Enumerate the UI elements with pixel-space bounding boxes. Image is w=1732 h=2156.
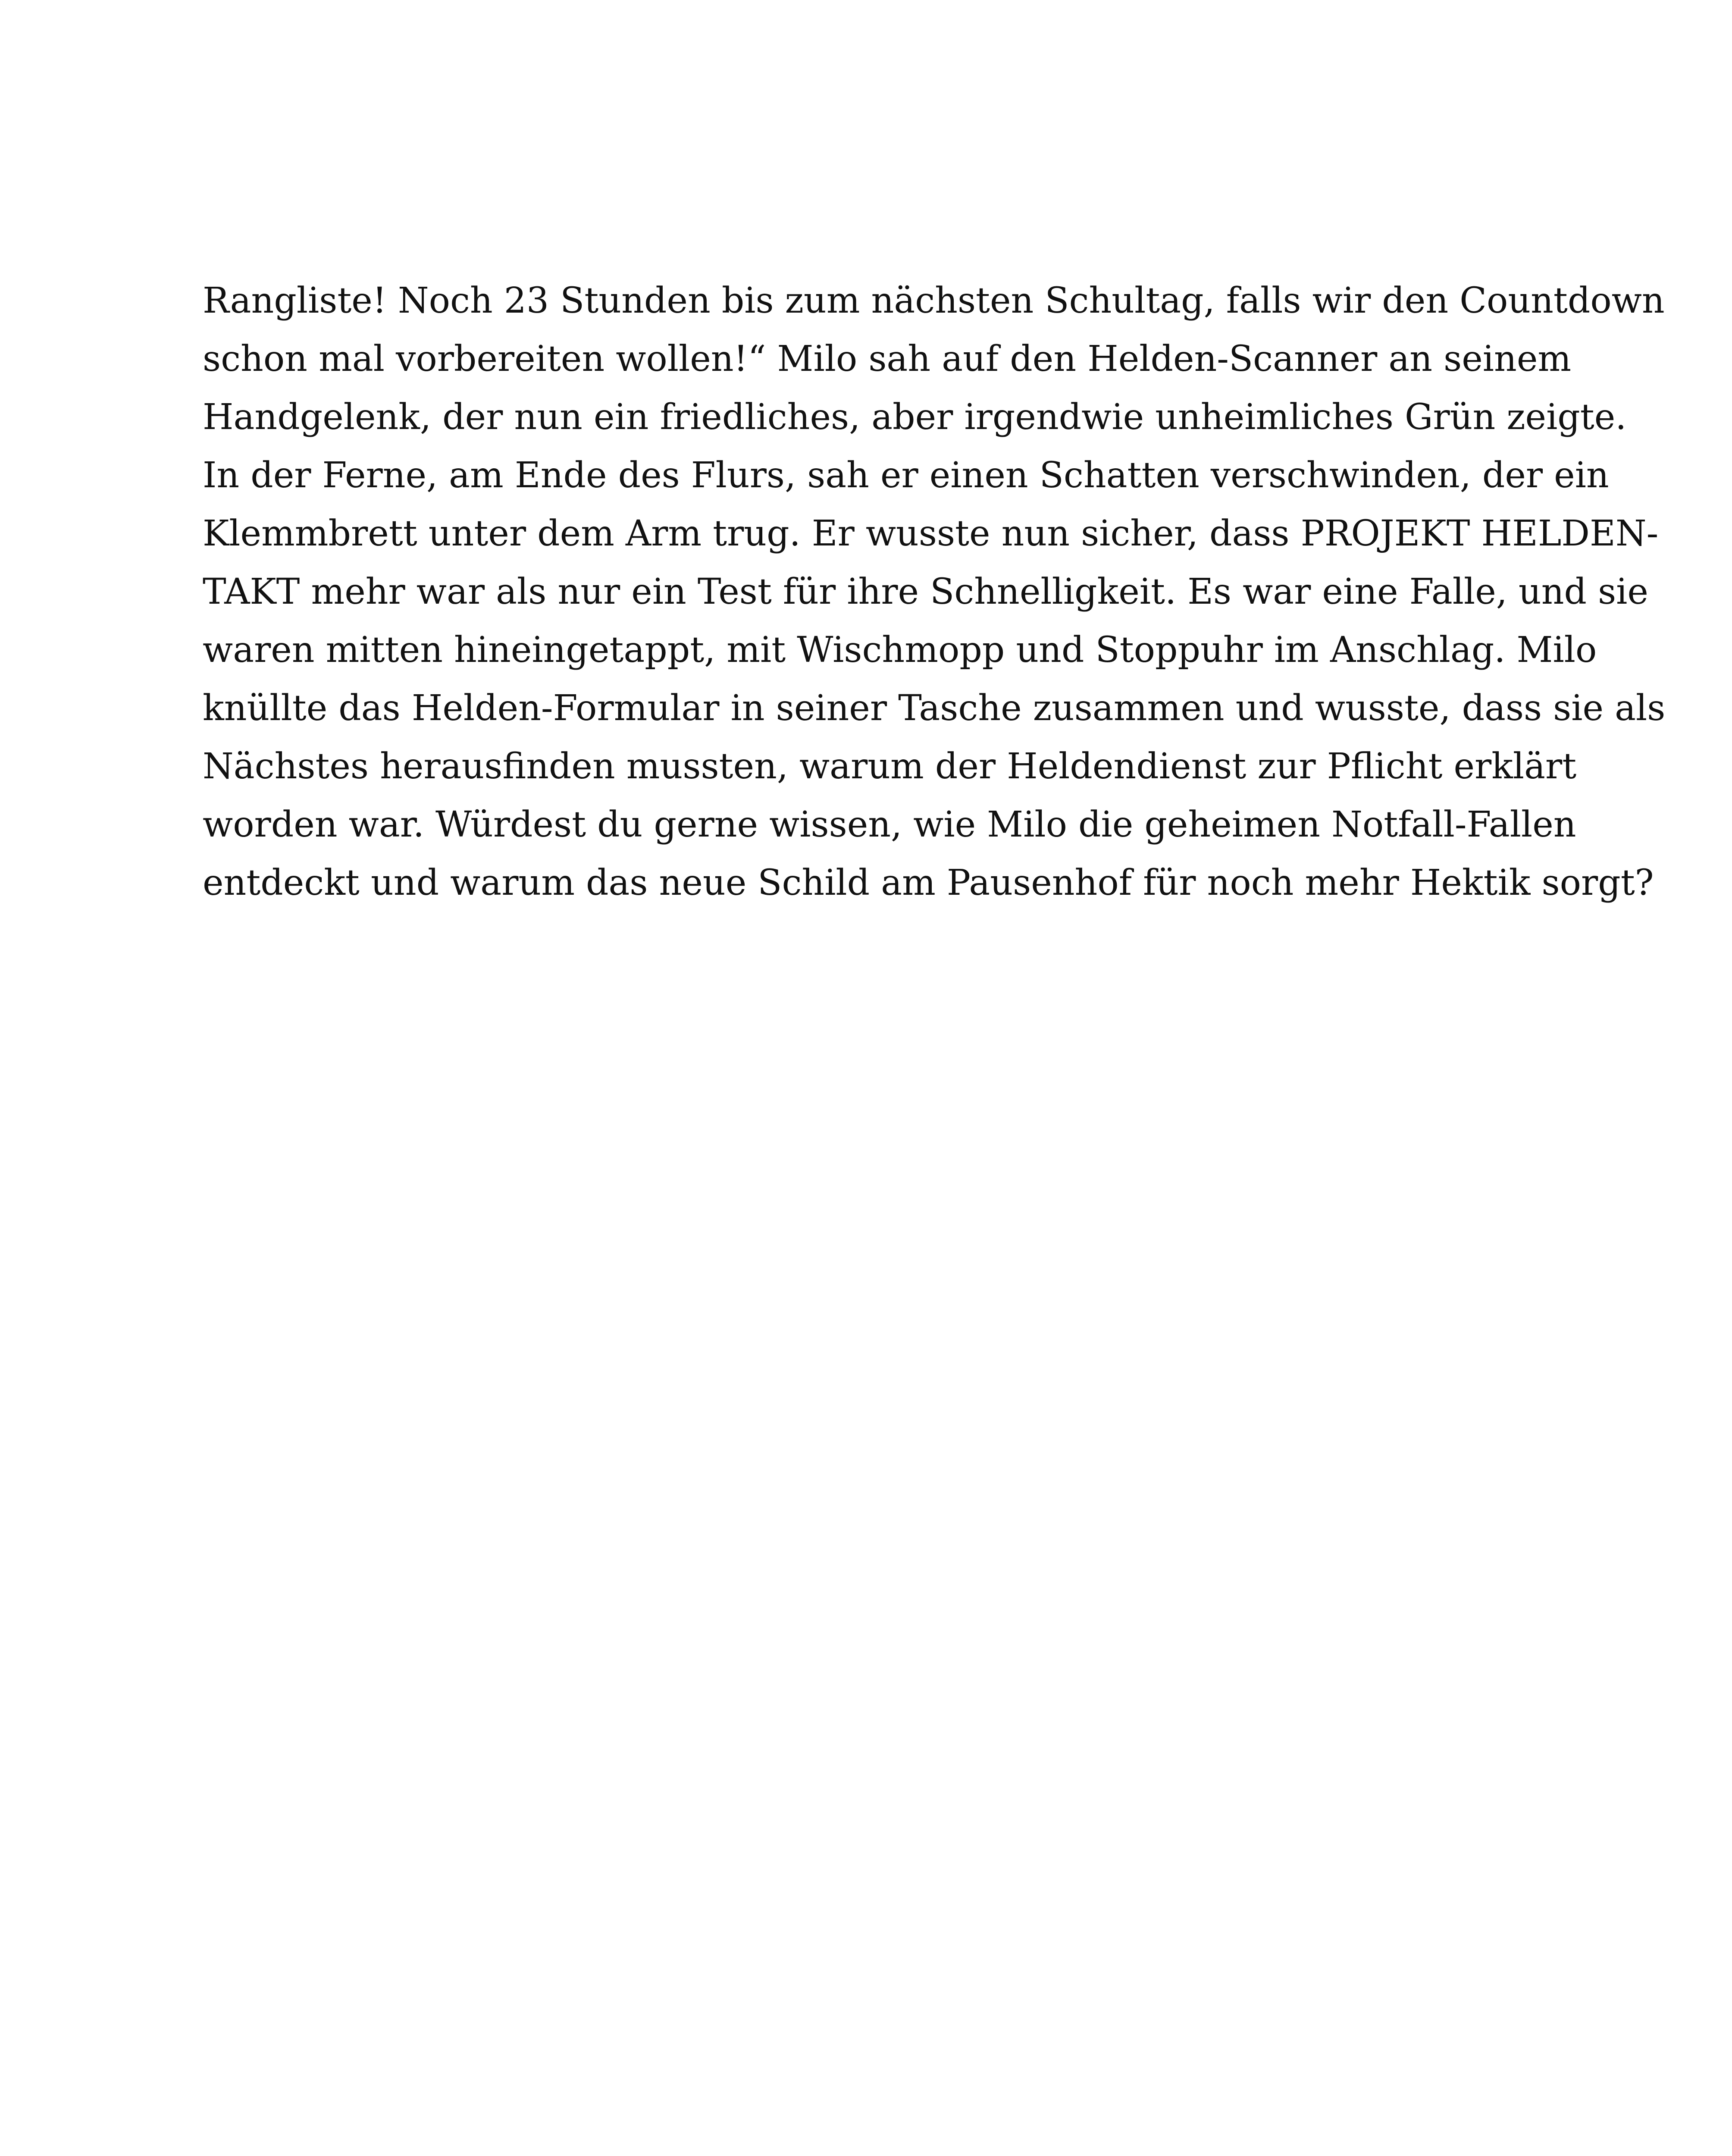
text-line: waren mitten hineingetappt, mit Wischmopp und Stoppuhr im Anschlag. Milo xyxy=(203,630,1597,671)
text-line: Nächstes herausfinden mussten, warum der Heldendienst zur Pflicht erklärt xyxy=(203,746,1577,787)
text-line: worden war. Würdest du gerne wissen, wie Milo die geheimen Notfall-Fallen xyxy=(203,804,1576,845)
text-line: Klemmbrett unter dem Arm trug. Er wusste nun sicher, dass PROJEKT HELDEN- xyxy=(203,513,1659,554)
text-line: Rangliste! Noch 23 Stunden bis zum nächsten Schultag, falls wir den Countdown xyxy=(203,280,1665,321)
body-paragraph xyxy=(203,272,1666,912)
text-line: Handgelenk, der nun ein friedliches, aber irgendwie unheimliches Grün zeigte. xyxy=(203,397,1627,438)
text-line: knüllte das Helden-Formular in seiner Tasche zusammen und wusste, dass sie als xyxy=(203,688,1666,729)
text-line: entdeckt und warum das neue Schild am Pausenhof für noch mehr Hektik sorgt? xyxy=(203,862,1654,903)
text-line: TAKT mehr war als nur ein Test für ihre Schnelligkeit. Es war eine Falle, und sie xyxy=(203,571,1648,612)
text-line: schon mal vorbereiten wollen!“ Milo sah auf den Helden-Scanner an seinem xyxy=(203,338,1572,379)
text-line: In der Ferne, am Ende des Flurs, sah er einen Schatten verschwinden, der ein xyxy=(203,455,1609,496)
